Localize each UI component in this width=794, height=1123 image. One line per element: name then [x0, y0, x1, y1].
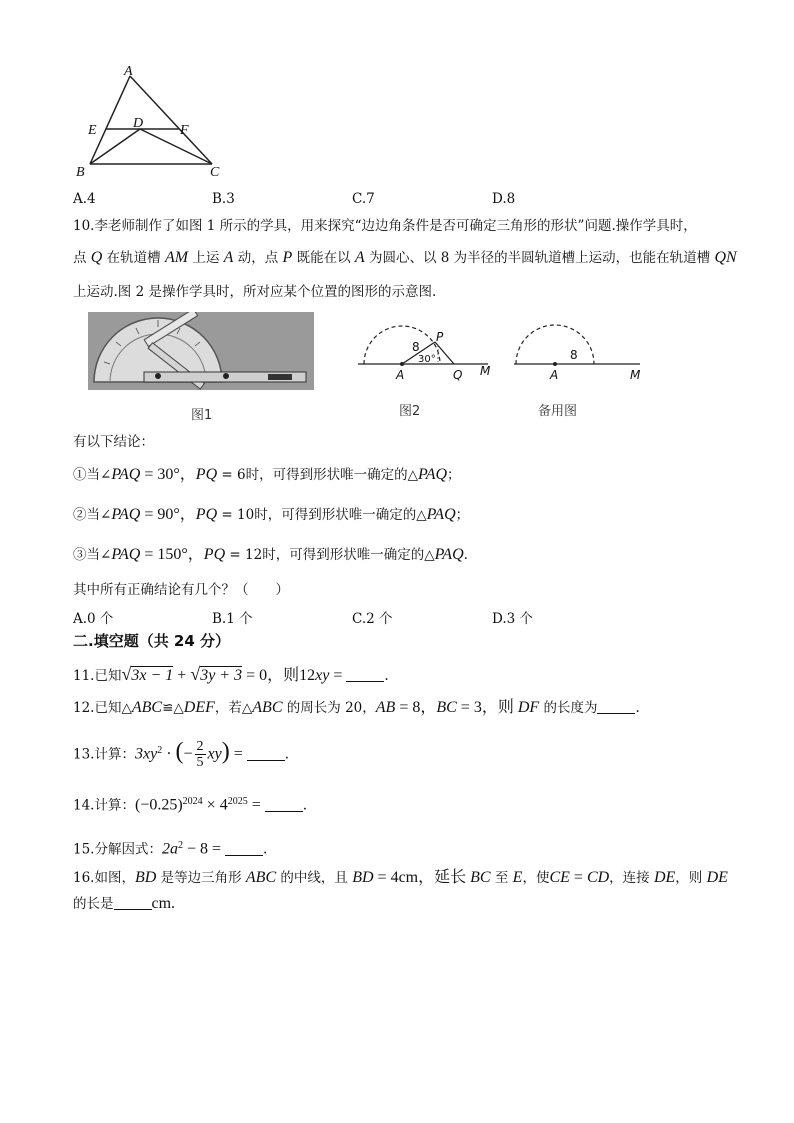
question-16-line-2	[73, 894, 175, 914]
q16-q: ，则	[675, 870, 707, 886]
figure-1-photo	[88, 312, 314, 390]
c1-b: PAQ	[111, 466, 141, 483]
q16-p: DE	[653, 869, 676, 886]
q15-sup: 2	[177, 840, 183, 851]
label-e: E	[88, 123, 97, 138]
q16-e: 的中线，且	[276, 870, 353, 886]
q12-k: = 3，则	[456, 699, 518, 716]
q12-b: ABC	[131, 699, 163, 716]
fig2-point-a	[400, 362, 404, 366]
fig3-point-a	[553, 362, 557, 366]
q15-b: 2a	[161, 840, 178, 858]
q16-j: E	[512, 869, 523, 886]
q15-a: 15.分解因式：	[73, 841, 162, 858]
q11-answer-blank[interactable]	[346, 667, 384, 682]
q13-sup: 2	[157, 745, 163, 756]
fig2-label-q: Q	[453, 368, 463, 382]
label-b: B	[76, 165, 85, 180]
q10-l2-l: QN	[714, 249, 737, 266]
q13-a: 13.计算：	[73, 746, 135, 763]
q14-a: 14.计算：	[73, 797, 135, 814]
q16-i: 至	[490, 870, 513, 886]
fig2-label-m: M	[480, 364, 491, 378]
c2-g: ；	[455, 507, 470, 523]
q10-option-b[interactable]: B.1 个	[212, 611, 253, 627]
question-16-line-1	[73, 868, 728, 888]
q13-numerator: 2	[196, 738, 204, 754]
question-15	[73, 836, 267, 860]
q10-l2-f: A	[223, 249, 234, 266]
q13-g: .	[284, 746, 290, 763]
q16-d: ABC	[245, 869, 277, 886]
q16-h: BC	[470, 869, 491, 886]
q16-r: DE	[706, 869, 728, 886]
q12-a: 12.已知△	[73, 700, 132, 716]
q16-o: ，连接	[609, 870, 654, 886]
conclusion-2	[73, 505, 469, 525]
q14-b: (−0.25)	[134, 796, 183, 814]
q15-c: − 8 =	[182, 840, 226, 858]
fig3-label-8: 8	[570, 348, 578, 362]
c1-g: ；	[447, 467, 461, 483]
fig3-semicircle	[516, 325, 594, 364]
c3-e: = 12时，可得到形状唯一确定的△	[225, 547, 435, 563]
figure-2-diagram	[352, 312, 502, 386]
fig3-label-m: M	[630, 368, 641, 382]
q12-j: BC	[436, 699, 457, 716]
q13-fraction	[195, 740, 206, 771]
c2-d: PQ	[195, 506, 218, 523]
fig2-label-p: P	[436, 330, 444, 344]
c3-b: PAQ	[111, 546, 141, 563]
q16-line2-b: cm.	[151, 895, 176, 912]
q16-b: BD	[134, 869, 157, 886]
q10-option-a[interactable]: A.0 个	[73, 611, 114, 627]
q9-option-a[interactable]: A.4	[73, 191, 96, 207]
q16-line2-a: 的长是	[73, 896, 114, 912]
q14-c: × 4	[202, 796, 228, 814]
label-f: F	[180, 123, 189, 138]
q16-l: CE	[549, 869, 570, 886]
q12-d: DEF	[183, 699, 215, 716]
q10-intro: 有以下结论：	[73, 434, 154, 450]
q13-denominator: 5	[196, 754, 204, 770]
q10-option-d[interactable]: D.3 个	[492, 611, 534, 627]
q12-l: DF	[517, 699, 540, 716]
q11-f: xy	[315, 667, 330, 684]
q16-answer-blank[interactable]	[114, 895, 152, 910]
q12-c: ≌△	[162, 700, 184, 716]
fig2-label-angle: 30°	[418, 354, 436, 365]
q10-l2-j: A	[354, 249, 365, 266]
q16-g: = 4cm，延长	[373, 869, 471, 886]
c3-a: ③当∠	[73, 547, 112, 563]
q11-a: 11.已知	[73, 668, 122, 684]
q10-line-1: 10.李老师制作了如图 1 所示的学具，用来探究“边边角条件是否可确定三角形的形状”问题.操作学具时，	[73, 218, 697, 234]
q14-sup-1: 2024	[182, 796, 203, 807]
q14-answer-blank[interactable]	[265, 797, 303, 812]
c2-a: ②当∠	[73, 507, 112, 523]
label-a: A	[124, 64, 133, 79]
q11-g: =	[329, 667, 347, 684]
section-2-title: 二.填空题（共 24 分）	[73, 632, 231, 650]
fig2-label-8: 8	[412, 340, 420, 354]
q10-l2-h: P	[282, 249, 293, 266]
q16-c: 是等边三角形	[156, 870, 246, 886]
label-d: D	[133, 116, 144, 131]
question-11: 11.已知√3x − 1 + √3y + 3 = 0，则12xy = .	[73, 664, 389, 684]
c2-b: PAQ	[111, 506, 141, 523]
triangle-figure	[72, 62, 232, 184]
question-13: 13.计算：$3xy^2$ · (− $\frac{2}{5}$ xy) = .	[73, 738, 290, 770]
q9-option-c[interactable]: C.7	[352, 191, 375, 207]
fig3-label-a: A	[550, 368, 559, 382]
q11-radicand-1: 3x − 1	[131, 667, 174, 684]
c1-a: ①当∠	[73, 467, 112, 483]
q12-e: ，若△	[214, 700, 253, 716]
q10-l2-k: 为圆心、以 8 为半径的半圆轨道槽上运动，也能在轨道槽	[364, 250, 715, 266]
c2-f: PAQ	[426, 506, 456, 523]
q13-e: xy	[207, 745, 222, 763]
q16-n: CD	[586, 869, 610, 886]
c3-c: = 150°，	[140, 546, 204, 563]
q15-d: .	[263, 841, 268, 858]
q12-answer-blank[interactable]	[597, 699, 635, 714]
q12-f: ABC	[252, 699, 283, 716]
q9-option-b[interactable]: B.3	[212, 191, 235, 207]
c2-c: = 90°，	[140, 506, 196, 523]
q9-option-d[interactable]: D.8	[492, 191, 516, 207]
conclusion-1	[73, 465, 461, 485]
q11-h: .	[384, 668, 389, 684]
q16-k: ，使	[522, 870, 550, 886]
q12-h: AB	[375, 699, 396, 716]
q14-d: =	[247, 796, 265, 814]
q10-line-3: 上运动.图 2 是操作学具时，所对应某个位置的图形的示意图.	[73, 284, 437, 300]
q15-answer-blank[interactable]	[225, 841, 263, 856]
q13-c: ·	[162, 745, 176, 763]
fig2-label-a: A	[396, 368, 405, 382]
q13-d: −	[183, 745, 193, 763]
c1-c: = 30°，	[140, 466, 196, 483]
q12-n: .	[635, 700, 640, 716]
figure-1-caption: 图1	[191, 408, 213, 423]
c3-f: PAQ	[434, 546, 464, 563]
q16-m: =	[569, 869, 587, 886]
q14-e: .	[302, 797, 308, 814]
q10-l2-g: 动，点	[233, 250, 283, 266]
q10-l2-b: Q	[90, 249, 103, 266]
q16-a: 16.如图，	[73, 870, 135, 886]
conclusion-3	[73, 545, 468, 565]
q10-line-2	[73, 248, 737, 268]
c3-d: PQ	[203, 546, 226, 563]
q13-answer-blank[interactable]	[247, 746, 285, 761]
q10-l2-a: 点	[73, 250, 91, 266]
q13-b: 3xy	[134, 745, 158, 763]
figure-2-caption: 图2	[399, 404, 421, 419]
q10-l2-i: 既能在以	[292, 250, 355, 266]
backup-figure-caption: 备用图	[538, 404, 578, 419]
c1-d: PQ	[195, 466, 218, 483]
q10-question: 其中所有正确结论有几个？（ ）	[73, 582, 289, 598]
q11-e: = 0，则12	[242, 667, 316, 684]
c3-g: .	[463, 547, 468, 563]
q11-c: +	[173, 667, 191, 684]
q10-l2-d: AM	[164, 249, 189, 266]
c2-e: = 10时，可得到形状唯一确定的△	[217, 507, 427, 523]
label-c: C	[210, 165, 220, 180]
question-14	[73, 792, 307, 816]
backup-diagram	[508, 312, 648, 386]
c1-e: = 6时，可得到形状唯一确定的△	[217, 467, 418, 483]
q12-g: 的周长为 20，	[282, 700, 376, 716]
q11-radicand-2: 3y + 3	[200, 667, 243, 684]
q16-f: BD	[352, 869, 374, 886]
c1-f: PAQ	[418, 466, 448, 483]
q10-l2-c: 在轨道槽	[102, 250, 165, 266]
q12-m: 的长度为	[539, 700, 598, 716]
question-12	[73, 698, 640, 718]
q10-option-c[interactable]: C.2 个	[352, 611, 393, 627]
segment-dc	[140, 129, 212, 164]
q10-l2-e: 上运	[188, 250, 224, 266]
q12-i: = 8，	[395, 699, 437, 716]
q14-sup-2: 2025	[227, 796, 248, 807]
q13-f: =	[229, 745, 247, 763]
